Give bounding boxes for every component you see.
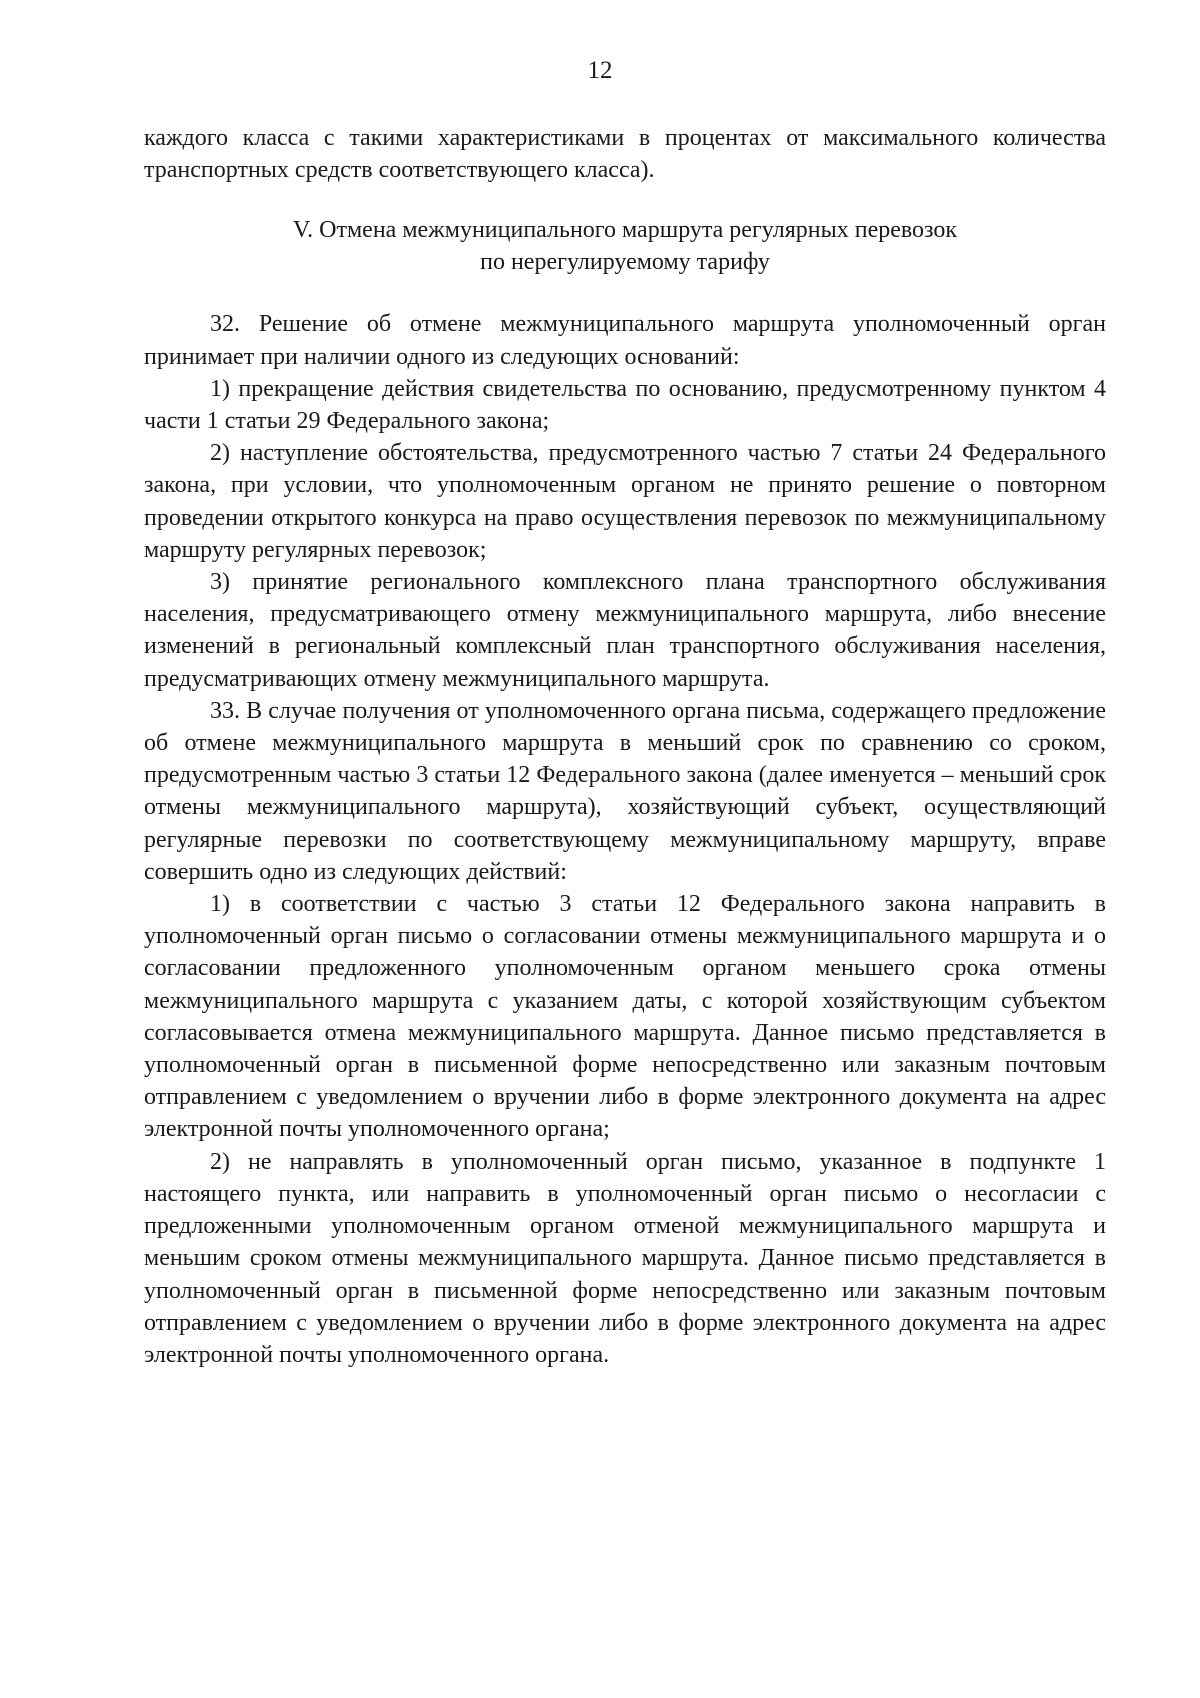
paragraph-32-item-3: 3) принятие регионального комплексного плана транспортного обслуживания населения, предусматривающего отмену межмуниципального маршрута, либо внесение изменений в региональный комплексный план транспортного обслуживания населения, предусматривающих отмену межмуниципального маршрута. <box>144 569 1106 692</box>
paragraph-33-item-2: 2) не направлять в уполномоченный орган письмо, указанное в подпункте 1 настоящего пункта, или направить в уполномоченный орган письмо о несогласии с предложенными уполномоченным органом отменой межмуниципального маршрута и меньшим сроком отмены межмуниципального маршрута. Данное письмо представляется в уполномоченный орган в письменной форме непосредственно или заказным почтовым отправлением с уведомлением о вручении либо в форме электронного документа на адрес электронной почты уполномоченного органа. <box>144 1148 1106 1368</box>
document-body <box>144 122 1106 1371</box>
intro-paragraph: каждого класса с такими характеристиками в процентах от максимального количества транспортных средств соответствующего класса). <box>144 125 1106 184</box>
paragraph-32-item-1: 1) прекращение действия свидетельства по основанию, предусмотренному пунктом 4 части 1 статьи 29 Федерального закона; <box>144 375 1106 435</box>
section-heading-line-2: по нерегулируемому тарифу <box>480 249 770 276</box>
paragraph-32-item-2: 2) наступление обстоятельства, предусмотренного частью 7 статьи 24 Федерального закона, при условии, что уполномоченным органом не принято решение о повторном проведении открытого конкурса на право осуществления перевозок по межмуниципальному маршруту регулярных перевозок; <box>144 440 1106 563</box>
section-heading-line-1: V. Отмена межмуниципального маршрута регулярных перевозок <box>292 217 958 244</box>
page-number: 12 <box>587 57 613 84</box>
paragraph-33: 33. В случае получения от уполномоченного органа письма, содержащего предложение об отмене межмуниципального маршрута в меньший срок по сравнению со сроком, предусмотренным частью 3 статьи 12 Федерального закона (далее именуется – меньший срок отмены межмуниципального маршрута), хозяйствующий субъект, осуществляющий регулярные перевозки по соответствующему межмуниципальному маршруту, вправе совершить одно из следующих действий: <box>144 697 1106 885</box>
section-heading <box>144 214 1106 278</box>
paragraph-33-item-1: 1) в соответствии с частью 3 статьи 12 Федерального закона направить в уполномоченный орган письмо о согласовании отмены межмуниципального маршрута и о согласовании предложенного уполномоченным органом меньшего срока отмены межмуниципального маршрута с указанием даты, с которой хозяйствующим субъектом согласовывается отмена межмуниципального маршрута. Данное письмо представляется в уполномоченный орган в письменной форме непосредственно или заказным почтовым отправлением с уведомлением о вручении либо в форме электронного документа на адрес электронной почты уполномоченного органа; <box>144 891 1106 1143</box>
paragraph-32: 32. Решение об отмене межмуниципального маршрута уполномоченный орган принимает при наличии одного из следующих оснований: <box>144 311 1106 370</box>
